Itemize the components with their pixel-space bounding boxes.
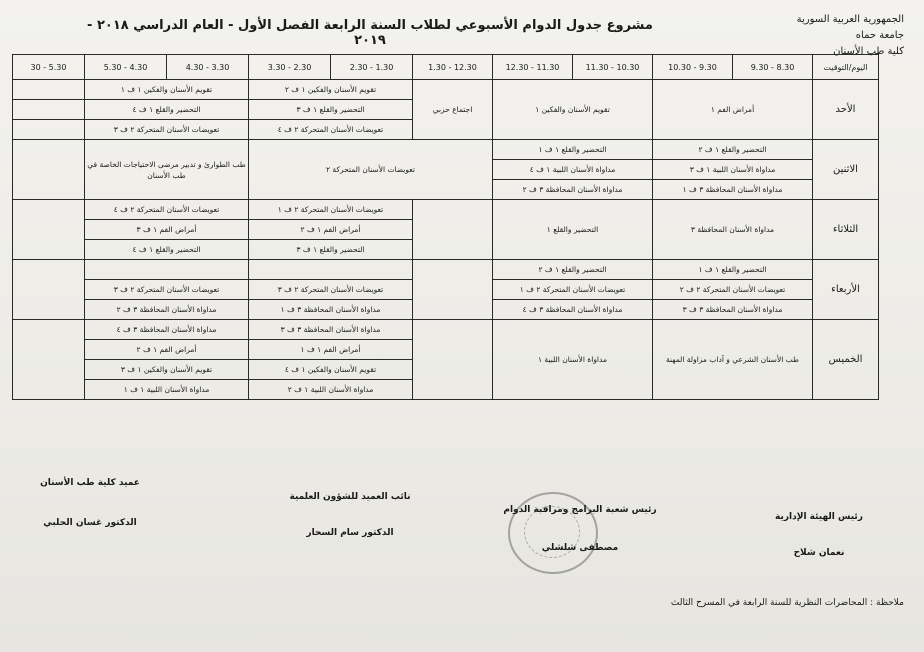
schedule-cell: أمراض الفم ١ ف ٣ (85, 220, 249, 240)
signature-scribble-icon (250, 502, 450, 528)
schedule-cell (13, 200, 85, 260)
schedule-cell: مداواة الأسنان اللبية ١ ف ١ (85, 380, 249, 400)
schedule-cell: تقويم الأسنان والفكين ١ ف ٤ (249, 360, 413, 380)
table-header-row (13, 55, 879, 80)
day-thursday: الخميس (813, 320, 879, 400)
signature-title: رئيس شعبة البرامج ومراقبة الدوام (503, 505, 657, 515)
time-header: 3.30 - 4.30 (167, 55, 249, 80)
signature-name: الدكتور غسان الحلبي (43, 518, 137, 528)
signature-name: الدكتور سام السحار (306, 528, 394, 538)
schedule-table (12, 54, 879, 400)
signature-title: نائب العميد للشؤون العلمية (289, 492, 411, 502)
schedule-cell: مداواة الأسنان المحافظة ٣ ف ١ (653, 180, 813, 200)
page-title: مشروع جدول الدوام الأسبوعي لطلاب السنة الرابعة الفصل الأول - العام الدراسي ٢٠١٨ - ٢٠١٩ (87, 18, 653, 48)
schedule-cell (413, 260, 493, 320)
table-row (13, 320, 879, 340)
schedule-cell: مداواة الأسنان المحافظة ٣ ف ٢ (493, 180, 653, 200)
institution-header (797, 12, 904, 60)
schedule-cell (413, 200, 493, 260)
schedule-cell: التحضير والقلع ١ ف ٢ (653, 140, 813, 160)
signature-dean (10, 478, 170, 528)
schedule-cell: أمراض الفم ١ ف ٢ (85, 340, 249, 360)
header-line-faculty: كلية طب الأسنان (833, 46, 904, 57)
schedule-cell: أمراض الفم ١ ف ٢ (249, 220, 413, 240)
schedule-cell: تقويم الأسنان والفكين ١ ف ٢ (249, 80, 413, 100)
schedule-cell: مداواة الأسنان المحافظة ٣ ف ١ (249, 300, 413, 320)
schedule-cell: مداواة الأسنان المحافظة ٣ ف ٣ (653, 300, 813, 320)
schedule-cell (13, 320, 85, 400)
header-line-university: جامعة حماه (855, 30, 904, 41)
day-sunday: الأحد (813, 80, 879, 140)
signature-scribble-icon (754, 522, 884, 548)
time-header: 1.30 - 2.30 (331, 55, 413, 80)
schedule-cell: طب الطوارئ و تدبير مرضى الاحتياجات الخاصة في طب الأسنان (85, 140, 249, 200)
time-header: 11.30 - 12.30 (493, 55, 573, 80)
table-row (13, 80, 879, 100)
schedule-cell (413, 320, 493, 400)
schedule-cell: اجتماع حزبي (413, 80, 493, 140)
schedule-cell (249, 260, 413, 280)
schedule-cell: التحضير والقلع ١ ف ١ (653, 260, 813, 280)
schedule-cell: التحضير والقلع ١ ف ٤ (85, 100, 249, 120)
signature-scribble-icon (450, 515, 710, 543)
schedule-cell: التحضير والقلع ١ ف ٢ (493, 260, 653, 280)
time-header: 12.30 - 1.30 (413, 55, 493, 80)
schedule-cell: تقويم الأسنان والفكين ١ ف ١ (85, 80, 249, 100)
schedule-cell (85, 260, 249, 280)
schedule-cell (13, 260, 85, 320)
schedule-cell (13, 120, 85, 140)
schedule-cell: أمراض الفم ١ (653, 80, 813, 140)
time-header: 2.30 - 3.30 (249, 55, 331, 80)
schedule-cell: تعويضات الأسنان المتحركة ٢ ف ٣ (249, 280, 413, 300)
schedule-cell: مداواة الأسنان اللبية ١ ف ٤ (493, 160, 653, 180)
signature-title: رئيس الهيئة الإدارية (775, 512, 863, 522)
schedule-cell: تعويضات الأسنان المتحركة ٢ (249, 140, 493, 200)
schedule-cell: تعويضات الأسنان المتحركة ٢ ف ١ (249, 200, 413, 220)
schedule-cell (13, 80, 85, 100)
schedule-cell: التحضير والقلع ١ ف ٤ (85, 240, 249, 260)
schedule-cell: تقويم الأسنان والفكين ١ (493, 80, 653, 140)
signature-scribble-icon (10, 488, 170, 518)
day-wednesday: الأربعاء (813, 260, 879, 320)
schedule-cell: التحضير والقلع ١ ف ٣ (249, 240, 413, 260)
schedule-cell: تعويضات الأسنان المتحركة ٢ ف ٢ (653, 280, 813, 300)
schedule-cell: التحضير والقلع ١ ف ١ (493, 140, 653, 160)
schedule-cell: تعويضات الأسنان المتحركة ٢ ف ٤ (85, 200, 249, 220)
schedule-cell (13, 140, 85, 200)
time-header: 4.30 - 5.30 (85, 55, 167, 80)
schedule-cell: مداواة الأسنان المحافظة ٣ ف ٢ (85, 300, 249, 320)
schedule-cell: تعويضات الأسنان المتحركة ٢ ف ٣ (85, 120, 249, 140)
signature-name: مصطفى شلشلي (541, 543, 619, 553)
table-row (13, 260, 879, 280)
schedule-cell: تعويضات الأسنان المتحركة ٢ ف ٣ (85, 280, 249, 300)
schedule-cell: طب الأسنان الشرعي و آداب مزاولة المهنة (653, 320, 813, 400)
schedule-cell: مداواة الأسنان المحافظة ٣ ف ٤ (493, 300, 653, 320)
signature-admin (754, 512, 884, 558)
day-tuesday: الثلاثاء (813, 200, 879, 260)
schedule-cell: التحضير والقلع ١ (493, 200, 653, 260)
schedule-cell: مداواة الأسنان المحافظة ٣ ف ٤ (85, 320, 249, 340)
header-line-country: الجمهورية العربية السورية (796, 14, 904, 25)
time-header: 9.30 - 10.30 (653, 55, 733, 80)
schedule-cell: تقويم الأسنان والفكين ١ ف ٣ (85, 360, 249, 380)
time-header: 8.30 - 9.30 (733, 55, 813, 80)
signature-name: نعمان شلاح (793, 548, 845, 558)
signature-title: عميد كلية طب الأسنان (40, 478, 140, 488)
schedule-cell: مداواة الأسنان اللبية ١ (493, 320, 653, 400)
schedule-cell: مداواة الأسنان المحافظة ٣ ف ٣ (249, 320, 413, 340)
signature-vice-dean (250, 492, 450, 538)
time-header: 5.30 - 30 (13, 55, 85, 80)
schedule-cell: مداواة الأسنان المحافظة ٣ (653, 200, 813, 260)
schedule-cell: مداواة الأسنان اللبية ١ ف ٢ (249, 380, 413, 400)
day-monday: الاثنين (813, 140, 879, 200)
signature-programs (450, 505, 710, 553)
time-header: 10.30 - 11.30 (573, 55, 653, 80)
corner-cell: اليوم/التوقيت (813, 55, 879, 80)
schedule-cell: تعويضات الأسنان المتحركة ٢ ف ٤ (249, 120, 413, 140)
footnote: ملاحظة : المحاضرات النظرية للسنة الرابعة في المسرح الثالث (670, 598, 904, 608)
schedule-cell: مداواة الأسنان اللبية ١ ف ٣ (653, 160, 813, 180)
schedule-cell (13, 100, 85, 120)
schedule-cell: أمراض الفم ١ ف ١ (249, 340, 413, 360)
table-row (13, 140, 879, 160)
schedule-cell: التحضير والقلع ١ ف ٣ (249, 100, 413, 120)
table-row (13, 200, 879, 220)
schedule-cell: تعويضات الأسنان المتحركة ٢ ف ١ (493, 280, 653, 300)
